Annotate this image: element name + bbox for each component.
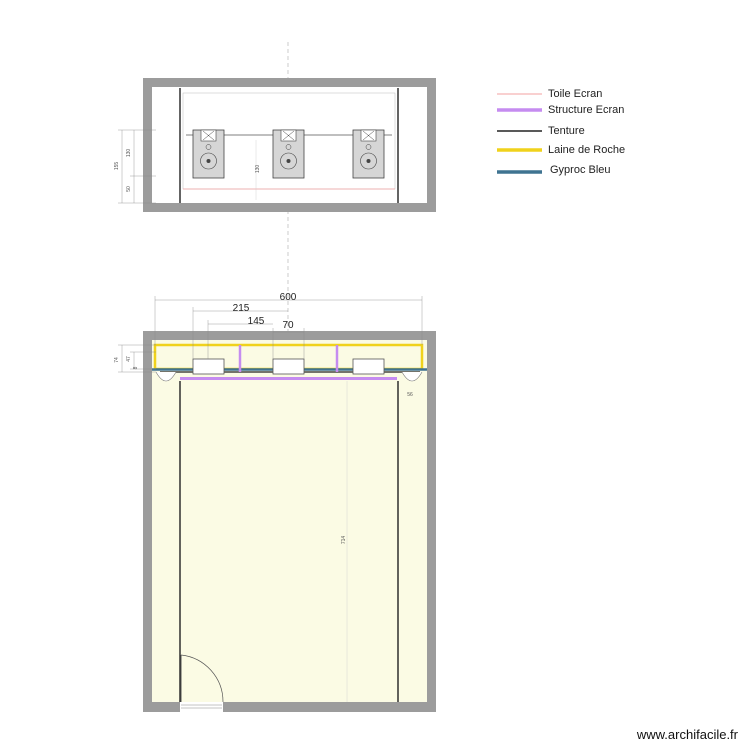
plan-dim-600: 600 xyxy=(279,292,297,303)
plan-dim-right-small: 56 xyxy=(407,392,413,398)
legend xyxy=(497,88,625,176)
plan-speaker-center xyxy=(273,359,304,374)
elevation-dim-inner-label: 130 xyxy=(126,148,132,158)
legend-label-toile-ecran: Toile Ecran xyxy=(548,88,603,100)
plan-dim-left-outer: 74 xyxy=(114,357,120,363)
plan-dim-left-inner: 47 xyxy=(126,356,132,362)
elevation-dim-outer-label: 155 xyxy=(114,161,120,171)
legend-label-tenture: Tenture xyxy=(548,125,585,137)
plan-dim-70: 70 xyxy=(282,320,294,331)
plan-dim-145: 145 xyxy=(247,316,265,327)
plan-view xyxy=(114,292,436,712)
elevation-speaker-right xyxy=(353,130,384,178)
legend-label-gyproc-bleu: Gyproc Bleu xyxy=(550,164,611,176)
plan-dim-room-depth: 714 xyxy=(341,535,347,545)
plan-speaker-right xyxy=(353,359,384,374)
archifacile-watermark: www.archifacile.fr xyxy=(636,727,738,742)
plan-floor xyxy=(152,340,427,702)
elevation-dim-base-label: 50 xyxy=(126,186,132,192)
plan-speaker-left xyxy=(193,359,224,374)
legend-label-structure-ecran: Structure Ecran xyxy=(548,104,625,116)
legend-label-laine-de-roche: Laine de Roche xyxy=(548,144,626,156)
elevation-speaker-center xyxy=(273,130,304,178)
plan-dim-left-base: 8 xyxy=(133,366,139,370)
elevation-dim-center-label: 130 xyxy=(255,164,261,174)
plan-dim-215: 215 xyxy=(232,303,250,314)
elevation-view xyxy=(114,78,436,212)
elevation-speaker-left xyxy=(193,130,224,178)
